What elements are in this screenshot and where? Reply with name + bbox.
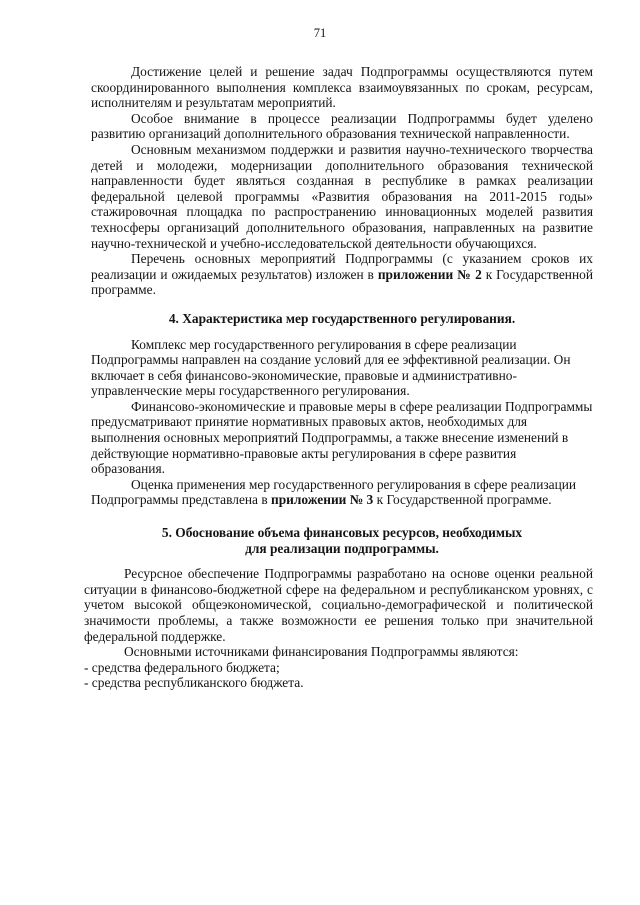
funding-source-item: - средства федерального бюджета;	[84, 659, 280, 675]
funding-sources-list	[84, 660, 593, 691]
appendix-3-link-text: приложении № 3	[271, 492, 374, 508]
section-4-paragraph: Комплекс мер государственного регулирования в сфере реализации Подпрограммы направлен на создание условий для ее эффективной реализации. Он включает в себя финансово-экономические, правовые и административно-управленческие меры государственного регулирования.	[91, 336, 571, 399]
appendix-2-text-before: Перечень основных мероприятий Подпрограммы (с указанием сроков их реализации и ожидаемых результатов) изложен в	[91, 251, 593, 282]
intro-paragraph: Особое внимание в процессе реализации Подпрограммы будет уделено развитию организаций дополнительного образования технической направленности.	[91, 110, 593, 142]
section-5-heading-line2: для реализации подпрограммы.	[245, 540, 439, 556]
funding-sources-intro: Основными источниками финансирования Подпрограммы являются:	[124, 644, 519, 660]
appendix-3-reference	[91, 477, 593, 508]
appendix-3-text-after: к Государственной программе.	[373, 492, 552, 508]
appendix-2-text-after: к Государственной программе.	[91, 266, 593, 298]
section-5-paragraph: Ресурсное обеспечение Подпрограммы разработано на основе оценки реальной ситуации в финансово-бюджетной сфере на федеральном и республиканском уровнях, с учетом высокой общеэкономической, социально-демографической и политической значимости проблемы, а также возможности ее решения только при значительной федеральной поддержке.	[84, 566, 593, 644]
section-5-heading-line1: 5. Обоснование объема финансовых ресурсов, необходимых	[161, 525, 523, 541]
appendix-2-link-text: приложении № 2	[377, 266, 482, 282]
appendix-2-reference	[91, 251, 593, 298]
intro-paragraph: Достижение целей и решение задач Подпрограммы осуществляются путем скоординированного выполнения комплекса взаимоувязанных по срокам, ресурсам, исполнителям и результатам мероприятий.	[91, 64, 593, 111]
section-5	[84, 525, 593, 691]
page-number: 71	[313, 26, 327, 40]
appendix-3-text-before: Оценка применения мер государственного регулирования в сфере реализации Подпрограммы представлена в	[91, 476, 577, 508]
page-body	[84, 64, 593, 691]
intro-paragraph: Основным механизмом поддержки и развития научно-технического творчества детей и молодежи, модернизации дополнительного образования технической направленности будет являться созданная в республике в рамках реализации федеральной целевой программы «Развития образования на 2011-2015 годы» стажировочная площадка по распространению инновационных моделей развития техносферы организаций дополнительного образования, направленных на развитие научно-технической и учебно-исследовательской деятельности обучающихся.	[91, 141, 593, 251]
funding-source-item: - средства республиканского бюджета.	[84, 675, 304, 691]
section-4-paragraph: Финансово-экономические и правовые меры в сфере реализации Подпрограммы предусматривают принятие нормативных правовых актов, необходимых для выполнения основных мероприятий Подпрограммы, а также внесение изменений в действующие нормативно-правовые акты регулирования в сфере развития образования.	[91, 398, 593, 477]
section-5-body	[84, 566, 593, 691]
section-4-heading: 4. Характеристика мер государственного регулирования.	[168, 310, 516, 326]
section-5-heading	[91, 525, 593, 556]
